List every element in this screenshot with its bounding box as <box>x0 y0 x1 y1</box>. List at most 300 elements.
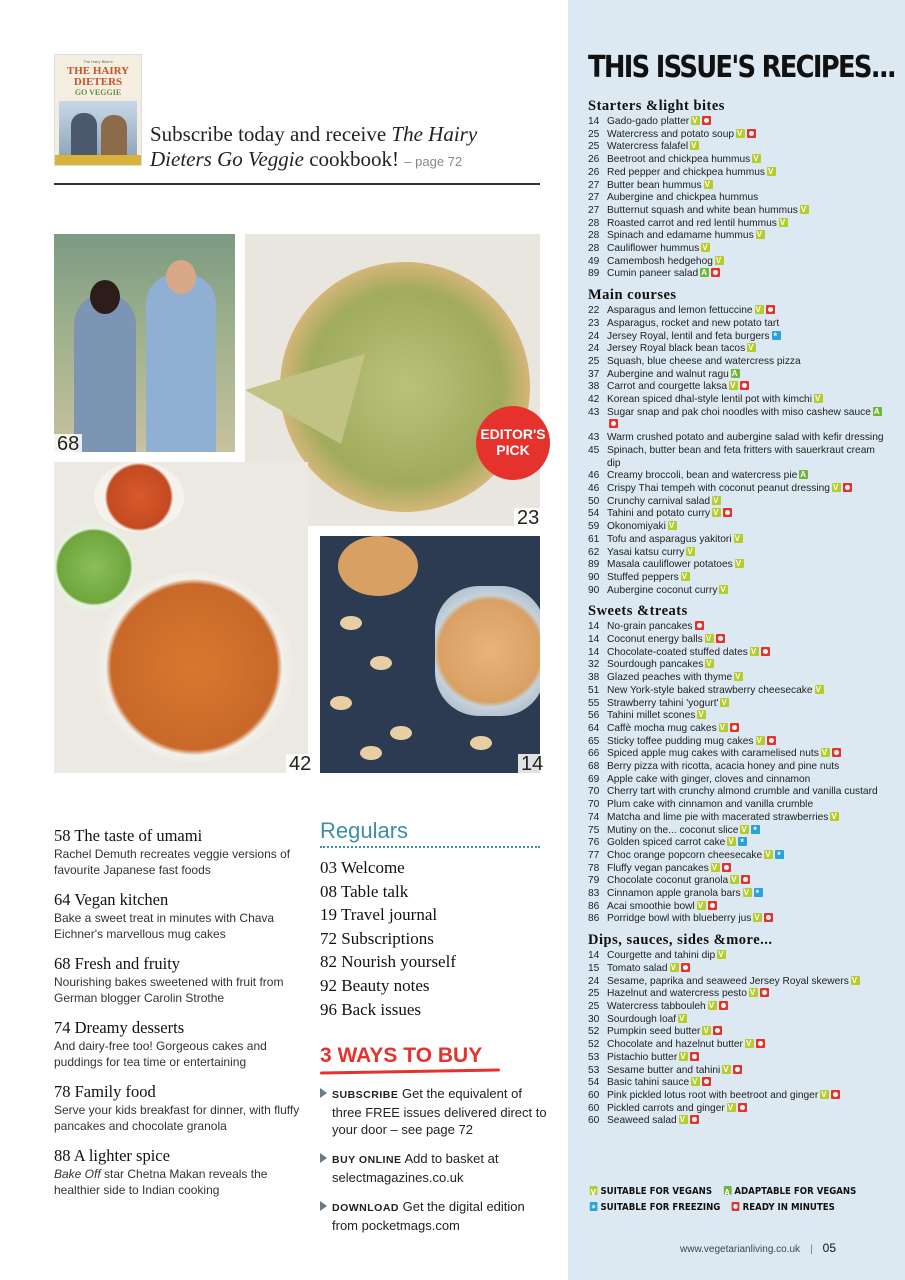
recipe-item[interactable] <box>588 812 888 825</box>
feature-title: 68 Fresh and fruity <box>54 954 181 973</box>
clock-badge-icon <box>609 419 618 428</box>
recipe-name: Sourdough pancakes <box>607 659 704 671</box>
recipe-item[interactable] <box>588 496 888 509</box>
recipe-item[interactable] <box>588 394 888 407</box>
recipe-name: Watercress tabbouleh <box>607 1001 706 1012</box>
vegan-badge-icon <box>701 243 710 252</box>
recipe-name: Masala cauliflower potatoes <box>607 559 733 571</box>
clock-badge-icon <box>843 483 852 492</box>
recipe-page: 25 <box>588 1001 600 1012</box>
subscribe-book-title: The Hairy Dieters Go Veggie <box>150 122 478 171</box>
vegan-badge-icon <box>719 585 728 594</box>
recipe-item[interactable] <box>588 875 888 888</box>
clock-badge-icon <box>741 875 750 884</box>
recipe-item[interactable] <box>588 774 888 787</box>
clock-badge-icon <box>831 1090 840 1099</box>
recipe-item[interactable] <box>588 723 888 736</box>
buy-option-online[interactable] <box>320 1150 550 1186</box>
recipe-item[interactable] <box>588 863 888 876</box>
recipe-page: 56 <box>588 710 600 722</box>
regular-item[interactable]: 82 Nourish yourself <box>320 952 456 972</box>
legend-adaptable: ADAPTABLE FOR VEGANS <box>734 1186 857 1197</box>
recipe-item[interactable] <box>588 432 888 445</box>
recipe-page: 60 <box>588 1089 600 1101</box>
recipe-page: 25 <box>588 355 600 367</box>
recipe-name: Golden spiced carrot cake <box>607 837 726 849</box>
legend-vegan: SUITABLE FOR VEGANS <box>600 1186 713 1197</box>
recipe-item[interactable] <box>588 621 888 634</box>
recipe-item[interactable] <box>588 585 888 598</box>
recipe-name: Watercress falafel <box>607 141 689 153</box>
recipe-item[interactable] <box>588 748 888 761</box>
recipe-item[interactable] <box>588 837 888 850</box>
recipe-page: 26 <box>588 166 600 178</box>
legend-freezing: SUITABLE FOR FREEZING <box>600 1202 721 1213</box>
clock-badge-icon <box>711 268 720 277</box>
recipe-page: 15 <box>588 962 600 974</box>
recipe-page: 89 <box>588 268 600 280</box>
recipe-page: 79 <box>588 875 600 887</box>
recipe-page: 38 <box>588 672 600 684</box>
recipe-page: 78 <box>588 862 600 874</box>
recipe-section <box>588 287 888 597</box>
feature-title: 64 Vegan kitchen <box>54 890 169 909</box>
adaptable-badge-icon <box>724 1186 732 1195</box>
recipes-title: THIS ISSUE'S RECIPES... <box>588 50 895 85</box>
recipe-name: Chocolate and hazelnut butter <box>607 1039 743 1051</box>
vegan-badge-icon <box>679 1052 688 1061</box>
vegan-badge-icon <box>767 167 776 176</box>
recipe-page: 53 <box>588 1051 600 1063</box>
recipe-name: Asparagus and lemon fettuccine <box>607 305 753 317</box>
subscribe-page-ref: – page 72 <box>404 154 463 169</box>
regulars-heading: Regulars <box>320 818 540 848</box>
nuts-page-number: 14 <box>518 754 546 774</box>
recipe-item[interactable] <box>588 508 888 521</box>
recipe-name: Mutiny on the... coconut slice <box>607 824 739 836</box>
vegan-badge-icon <box>729 381 738 390</box>
recipe-name: Gado-gado platter <box>607 116 690 127</box>
clock-badge-icon <box>702 1077 711 1086</box>
regular-item[interactable]: 92 Beauty notes <box>320 975 430 995</box>
recipe-item[interactable] <box>588 407 888 432</box>
recipe-item[interactable] <box>588 799 888 812</box>
recipe-page: 28 <box>588 243 600 255</box>
vegan-badge-icon <box>690 141 699 150</box>
vegan-badge-icon <box>681 572 690 581</box>
recipe-page: 76 <box>588 837 600 849</box>
recipe-item[interactable] <box>588 381 888 394</box>
recipe-item[interactable] <box>588 1103 888 1116</box>
recipe-item[interactable] <box>588 192 888 205</box>
recipe-item[interactable] <box>588 470 888 483</box>
feature-desc: Bake a sweet treat in minutes with Chava Eichner's marvellous mug cakes <box>54 911 275 941</box>
recipe-name: Hazelnut and watercress pesto <box>607 988 747 1000</box>
vegan-badge-icon <box>705 659 714 668</box>
buy-option-download[interactable] <box>320 1198 550 1234</box>
recipe-item[interactable] <box>588 988 888 1001</box>
feature-title: 74 Dreamy desserts <box>54 1018 185 1037</box>
recipe-item[interactable] <box>588 205 888 218</box>
vegan-badge-icon <box>727 837 736 846</box>
regular-item[interactable]: 08 Table talk <box>320 881 409 901</box>
recipe-section-heading: Dips, sauces, sides &more... <box>588 932 773 949</box>
recipe-item[interactable] <box>588 154 888 167</box>
vegan-badge-icon <box>711 863 720 872</box>
recipe-page: 54 <box>588 1077 600 1089</box>
freezing-badge-icon <box>751 825 760 834</box>
feature-item[interactable] <box>54 890 304 942</box>
clock-badge-icon <box>716 634 725 643</box>
recipe-section <box>588 932 888 1128</box>
couple-photo[interactable] <box>54 234 235 452</box>
recipe-item[interactable] <box>588 230 888 243</box>
recipe-item[interactable] <box>588 786 888 799</box>
recipe-name: Glazed peaches with thyme <box>607 672 733 684</box>
recipe-item[interactable] <box>588 256 888 269</box>
recipe-item[interactable] <box>588 913 888 926</box>
recipe-item[interactable] <box>588 950 888 963</box>
recipe-item[interactable] <box>588 1115 888 1128</box>
clock-badge-icon <box>738 1103 747 1112</box>
regular-item[interactable]: 72 Subscriptions <box>320 928 434 948</box>
recipe-name: No-grain pancakes <box>607 621 693 633</box>
regular-item[interactable]: 19 Travel journal <box>320 905 438 925</box>
recipe-name: Cumin paneer salad <box>607 268 699 280</box>
feature-desc: Nourishing bakes sweetened with fruit from German blogger Carolin Strothe <box>54 975 284 1005</box>
vegan-badge-icon <box>697 901 706 910</box>
vegan-badge-icon <box>753 913 762 922</box>
recipe-item[interactable] <box>588 1001 888 1014</box>
recipe-page: 28 <box>588 217 600 229</box>
cover-title: THE HAIRY DIETERS <box>66 65 130 88</box>
recipe-section <box>588 98 888 281</box>
curry-page-number: 42 <box>286 754 314 774</box>
recipe-name: Apple cake with ginger, cloves and cinnamon <box>607 773 811 785</box>
recipe-page: 74 <box>588 811 600 823</box>
recipe-page: 42 <box>588 394 600 406</box>
vegan-badge-icon <box>749 988 758 997</box>
cover-small-text: The Hairy Bikers <box>83 59 113 64</box>
ways-to-buy <box>320 1044 550 1234</box>
tart-page-number: 23 <box>514 508 542 528</box>
recipe-name: Sesame butter and tahini <box>607 1064 721 1076</box>
clock-badge-icon <box>756 1039 765 1048</box>
recipe-page: 30 <box>588 1013 600 1025</box>
recipe-page: 66 <box>588 748 600 760</box>
recipe-item[interactable] <box>588 572 888 585</box>
subscribe-promo[interactable] <box>150 122 540 174</box>
recipe-page: 50 <box>588 495 600 507</box>
clock-badge-icon <box>708 901 717 910</box>
recipe-page: 53 <box>588 1064 600 1076</box>
recipe-page: 75 <box>588 824 600 836</box>
recipe-item[interactable] <box>588 901 888 914</box>
recipe-section <box>588 603 888 926</box>
recipe-page: 28 <box>588 230 600 242</box>
recipe-item[interactable] <box>588 888 888 901</box>
recipe-name: Strawberry tahini 'yogurt' <box>607 697 719 709</box>
feature-title: 78 Family food <box>54 1082 156 1101</box>
vegan-badge-icon <box>764 850 773 859</box>
recipe-name: Coconut energy balls <box>607 634 703 646</box>
regulars-section <box>320 818 540 1021</box>
clock-badge-icon <box>766 305 775 314</box>
vegan-badge-icon <box>679 1115 688 1124</box>
recipe-page: 32 <box>588 659 600 671</box>
ways-underline <box>320 1068 500 1074</box>
recipe-item[interactable] <box>588 243 888 256</box>
recipe-item[interactable] <box>588 963 888 976</box>
adaptable-badge-icon <box>799 470 808 479</box>
recipe-item[interactable] <box>588 534 888 547</box>
recipe-item[interactable] <box>588 1065 888 1078</box>
editors-pick-badge: EDITOR'S PICK <box>476 406 550 480</box>
recipe-name: Cauliflower hummus <box>607 243 700 255</box>
buy-option-text: Get the digital edition from pocketmags.com <box>332 1199 525 1233</box>
clock-badge-icon <box>740 381 749 390</box>
recipe-item[interactable] <box>588 167 888 180</box>
recipe-page: 25 <box>588 988 600 1000</box>
recipe-item[interactable] <box>588 369 888 382</box>
subscribe-text: Subscribe today and receive <box>150 122 392 146</box>
recipe-name: Sesame, paprika and seaweed Jersey Royal skewers <box>607 975 849 987</box>
recipe-name: Tomato salad <box>607 962 668 974</box>
curry-photo[interactable] <box>54 462 308 773</box>
recipe-name: Yasai katsu curry <box>607 546 685 558</box>
freezing-badge-icon <box>590 1202 598 1211</box>
buy-option-text: Get the equivalent of three FREE issues delivered direct to your door – see page 72 <box>332 1086 547 1137</box>
vegan-badge-icon <box>745 1039 754 1048</box>
clock-badge-icon <box>764 913 773 922</box>
feature-desc: Rachel Demuth recreates veggie versions of favourite Japanese fast foods <box>54 847 291 877</box>
recipe-item[interactable] <box>588 268 888 281</box>
vegan-badge-icon <box>752 154 761 163</box>
recipe-name: Cherry tart with crunchy almond crumble and vanilla custard <box>607 786 878 798</box>
feature-desc-italic: Bake Off <box>54 1167 101 1181</box>
recipe-item[interactable] <box>588 1052 888 1065</box>
footer-separator: | <box>810 1244 813 1255</box>
recipe-page: 14 <box>588 621 600 633</box>
recipe-name: Pickled carrots and ginger <box>607 1102 725 1114</box>
recipe-name: Plum cake with cinnamon and vanilla crumble <box>607 799 814 811</box>
recipe-item[interactable] <box>588 141 888 154</box>
recipe-page: 54 <box>588 508 600 520</box>
vegan-badge-icon <box>779 218 788 227</box>
recipe-name: Jersey Royal, lentil and feta burgers <box>607 330 770 342</box>
recipe-item[interactable] <box>588 1014 888 1027</box>
buy-option-label: BUY ONLINE <box>332 1154 402 1166</box>
clock-badge-icon <box>767 736 776 745</box>
vegan-badge-icon <box>705 634 714 643</box>
vegan-badge-icon <box>820 1090 829 1099</box>
recipe-page: 55 <box>588 697 600 709</box>
recipe-name: Acai smoothie bowl <box>607 900 695 912</box>
freezing-badge-icon <box>754 888 763 897</box>
vegan-badge-icon <box>743 888 752 897</box>
recipe-page: 27 <box>588 204 600 216</box>
recipe-name: Chocolate coconut granola <box>607 875 729 887</box>
vegan-badge-icon <box>756 230 765 239</box>
recipe-name: Aubergine and chickpea hummus <box>607 192 759 204</box>
regular-item[interactable]: 03 Welcome <box>320 858 405 877</box>
clock-badge-icon <box>690 1052 699 1061</box>
recipe-item[interactable] <box>588 356 888 369</box>
vegan-badge-icon <box>830 812 839 821</box>
recipe-item[interactable] <box>588 672 888 685</box>
vegan-badge-icon <box>821 748 830 757</box>
legend-ready: READY IN MINUTES <box>742 1202 835 1213</box>
recipe-page: 65 <box>588 735 600 747</box>
vegan-badge-icon <box>734 534 743 543</box>
badge-legend <box>588 1184 863 1216</box>
recipe-page: 14 <box>588 634 600 646</box>
recipe-name: Spinach, butter bean and feta fritters with sauerkraut cream dip <box>607 444 875 469</box>
recipe-item[interactable] <box>588 331 888 344</box>
recipe-item[interactable] <box>588 761 888 774</box>
vegan-badge-icon <box>686 547 695 556</box>
freezing-badge-icon <box>738 837 747 846</box>
recipe-page: 43 <box>588 432 600 444</box>
vegan-badge-icon <box>740 825 749 834</box>
recipe-name: Butter bean hummus <box>607 179 702 191</box>
recipe-item[interactable] <box>588 976 888 989</box>
recipe-name: Stuffed peppers <box>607 571 679 583</box>
page-footer <box>680 1241 836 1255</box>
recipe-name: Pumpkin seed butter <box>607 1026 701 1038</box>
recipe-name: Jersey Royal black bean tacos <box>607 343 746 355</box>
recipe-page: 62 <box>588 546 600 558</box>
clock-badge-icon <box>760 988 769 997</box>
recipe-name: Porridge bowl with blueberry jus <box>607 913 752 925</box>
recipe-page: 24 <box>588 343 600 355</box>
recipe-name: New York-style baked strawberry cheesecake <box>607 684 813 696</box>
recipe-name: Beetroot and chickpea hummus <box>607 154 751 166</box>
vegan-badge-icon <box>702 1026 711 1035</box>
recipe-section-heading: Starters &light bites <box>588 98 725 114</box>
clock-badge-icon <box>690 1115 699 1124</box>
recipe-item[interactable] <box>588 825 888 838</box>
recipe-page: 43 <box>588 406 600 418</box>
clock-badge-icon <box>733 1065 742 1074</box>
recipe-item[interactable] <box>588 1077 888 1090</box>
recipe-item[interactable] <box>588 445 888 470</box>
recipe-name: Aubergine and walnut ragu <box>607 368 729 380</box>
recipe-page: 24 <box>588 975 600 987</box>
recipe-name: Cinnamon apple granola bars <box>607 888 741 900</box>
adaptable-badge-icon <box>731 369 740 378</box>
recipe-name: Spinach and edamame hummus <box>607 230 754 242</box>
recipe-item[interactable] <box>588 129 888 142</box>
recipe-item[interactable] <box>588 1039 888 1052</box>
recipe-name: Red pepper and chickpea hummus <box>607 166 766 178</box>
vegan-badge-icon <box>727 1103 736 1112</box>
recipe-name: Tahini and potato curry <box>607 508 711 520</box>
recipe-item[interactable] <box>588 180 888 193</box>
clock-badge-icon <box>747 129 756 138</box>
recipe-name: Matcha and lime pie with macerated strawberries <box>607 811 829 823</box>
recipe-name: Chocolate-coated stuffed dates <box>607 646 748 658</box>
recipe-item[interactable] <box>588 1026 888 1039</box>
recipe-page: 49 <box>588 255 600 267</box>
recipe-name: Crunchy carnival salad <box>607 495 711 507</box>
vegan-badge-icon <box>670 963 679 972</box>
cover-subtitle: GO VEGGIE <box>74 88 122 97</box>
vegan-badge-icon <box>832 483 841 492</box>
clock-badge-icon <box>681 963 690 972</box>
recipe-page: 61 <box>588 533 600 545</box>
clock-badge-icon <box>722 863 731 872</box>
features-list <box>54 826 304 1210</box>
recipe-item[interactable] <box>588 685 888 698</box>
clock-badge-icon <box>723 508 732 517</box>
buy-option-subscribe[interactable] <box>320 1085 550 1138</box>
recipe-item[interactable] <box>588 698 888 711</box>
clock-badge-icon <box>732 1202 740 1211</box>
recipe-page: 45 <box>588 444 600 456</box>
recipe-item[interactable] <box>588 483 888 496</box>
vegan-badge-icon <box>715 256 724 265</box>
regular-item[interactable]: 96 Back issues <box>320 999 422 1019</box>
nut-butter-photo[interactable] <box>320 536 540 773</box>
recipe-page: 23 <box>588 317 600 329</box>
recipe-page: 38 <box>588 381 600 393</box>
buy-option-text: Add to basket at selectmagazines.co.uk <box>332 1151 499 1185</box>
vegan-badge-icon <box>735 559 744 568</box>
recipe-item[interactable] <box>588 559 888 572</box>
recipe-page: 14 <box>588 950 600 962</box>
recipe-item[interactable] <box>588 850 888 863</box>
recipe-page: 86 <box>588 900 600 912</box>
vegan-badge-icon <box>851 976 860 985</box>
recipe-item[interactable] <box>588 318 888 331</box>
vegan-badge-icon <box>712 508 721 517</box>
recipe-item[interactable] <box>588 736 888 749</box>
recipes-list <box>588 98 888 1134</box>
vegan-badge-icon <box>814 394 823 403</box>
feature-item[interactable] <box>54 954 304 1006</box>
feature-desc <box>54 1166 304 1198</box>
vegan-badge-icon <box>717 950 726 959</box>
recipe-name: Pink pickled lotus root with beetroot and ginger <box>607 1089 819 1101</box>
vegan-badge-icon <box>712 496 721 505</box>
recipe-item[interactable] <box>588 647 888 660</box>
recipe-name: Roasted carrot and red lentil hummus <box>607 217 777 229</box>
recipe-name: Seaweed salad <box>607 1115 677 1127</box>
feature-item[interactable] <box>54 1018 304 1070</box>
feature-item[interactable] <box>54 1146 304 1198</box>
vegan-badge-icon <box>590 1186 598 1195</box>
recipe-page: 89 <box>588 559 600 571</box>
clock-badge-icon <box>719 1001 728 1010</box>
recipe-item[interactable] <box>588 218 888 231</box>
recipe-item[interactable] <box>588 710 888 723</box>
feature-item[interactable] <box>54 1082 304 1134</box>
recipe-item[interactable] <box>588 305 888 318</box>
recipe-item[interactable] <box>588 634 888 647</box>
freezing-badge-icon <box>775 850 784 859</box>
recipe-page: 26 <box>588 154 600 166</box>
feature-item[interactable] <box>54 826 304 878</box>
vegan-badge-icon <box>815 685 824 694</box>
recipe-name: Sticky toffee pudding mug cakes <box>607 735 754 747</box>
recipe-item[interactable] <box>588 343 888 356</box>
recipe-item[interactable] <box>588 1090 888 1103</box>
recipe-page: 24 <box>588 330 600 342</box>
footer-url[interactable]: www.vegetarianliving.co.uk <box>680 1244 801 1255</box>
vegan-badge-icon <box>691 116 700 125</box>
recipe-name: Crispy Thai tempeh with coconut peanut dressing <box>607 482 830 494</box>
